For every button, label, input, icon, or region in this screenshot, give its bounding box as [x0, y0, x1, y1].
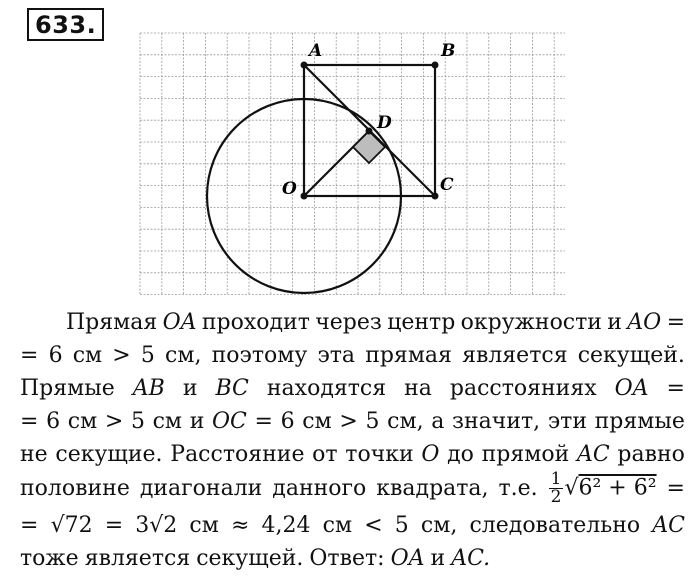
- solution-line-6: половине диагонали данного квадрата, т.е. $\frac{1}{2}$ √6² + 6² =: [20, 469, 685, 507]
- label-o: O: [282, 179, 297, 199]
- solution-line-1: Прямая OA проходит через центр окружности и AO =: [66, 310, 685, 335]
- fraction-one-half: $\frac{1}{2}$: [550, 469, 562, 507]
- solution-line-4: = 6 см > 5 см и OC = 6 см > 5 см, а значит, эти прямые: [20, 409, 685, 434]
- label-a: A: [309, 41, 323, 61]
- grid: [140, 33, 565, 295]
- solution-line-3: Прямые AB и BC находятся на расстояниях OA =: [20, 376, 685, 401]
- point-c: [432, 193, 439, 200]
- point-b: [432, 62, 439, 69]
- solution-text: [20, 306, 685, 575]
- label-c: C: [440, 175, 454, 195]
- problem-number: 633.: [27, 8, 104, 41]
- point-d: [366, 128, 373, 135]
- solution-line-5: не секущие. Расстояние от точки O до прямой AC равно: [20, 442, 685, 467]
- point-o: [301, 193, 308, 200]
- half-sqrt-expression: $\frac{1}{2}$ √6² + 6²: [550, 469, 657, 507]
- solution-line-8: тоже является секущей. Ответ: OA и AC.: [20, 546, 491, 571]
- label-b: B: [441, 41, 456, 61]
- solution-line-2: = 6 см > 5 см, поэтому эта прямая является секущей.: [20, 343, 685, 368]
- solution-line-7: = √72 = 3√2 см ≈ 4,24 см < 5 см, следовательно AC: [20, 513, 685, 538]
- label-d: D: [377, 113, 392, 133]
- point-a: [301, 62, 308, 69]
